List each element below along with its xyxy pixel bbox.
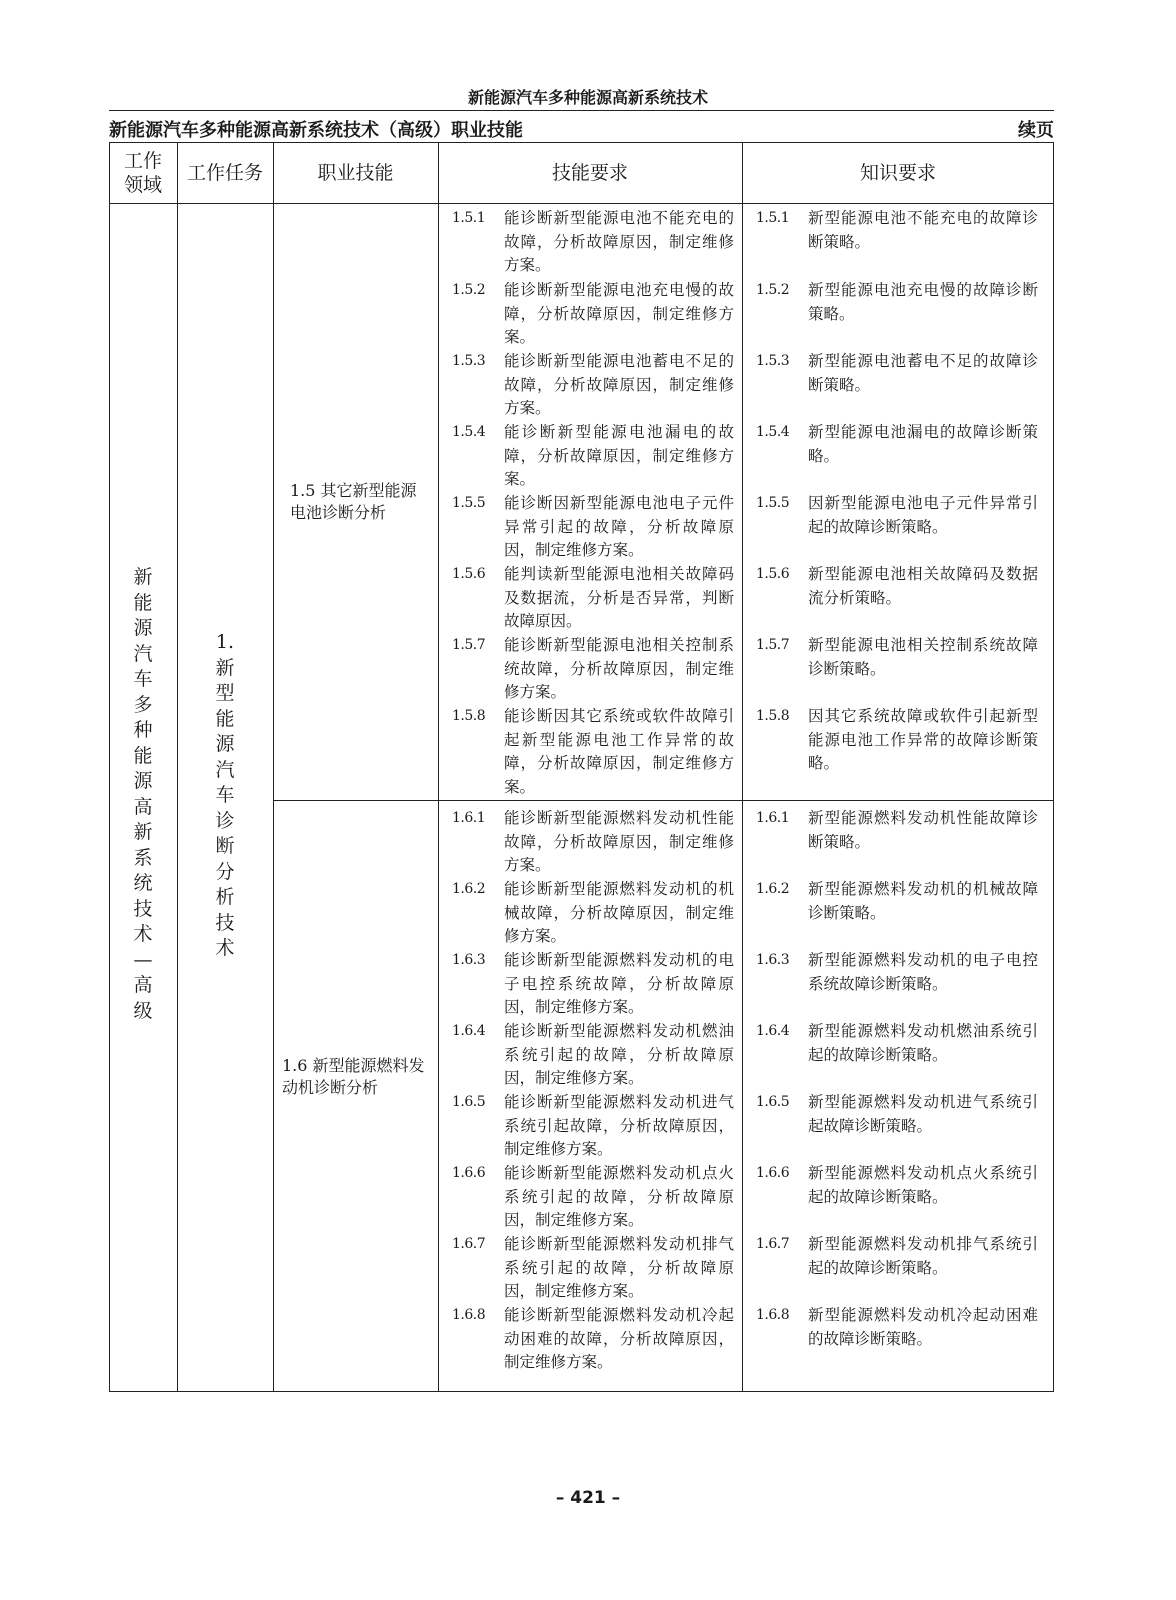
skill-requirement-item [452,207,734,278]
skill-requirement-item [452,1020,734,1091]
knowledge-requirement-item [756,492,1038,539]
item-number: 1.5.3 [452,353,486,369]
header-skill: 职业技能 [317,162,394,184]
skill-requirement-text: 能诊断新型能源燃料发动机冷起动困难的故障，分析故障原因，制定维修方案。 [504,1306,734,1371]
skill-requirement-text: 能诊断新型能源燃料发动机进气系统引起故障，分析故障原因，制定维修方案。 [504,1093,734,1158]
knowledge-requirement-item [756,350,1038,397]
knowledge-requirement-text: 新型能源电池充电慢的故障诊断策略。 [808,281,1038,323]
continued-label: 续页 [1018,120,1054,141]
item-number: 1.6.4 [756,1023,790,1039]
item-number: 1.6.6 [452,1165,486,1181]
knowledge-requirement-text: 新型能源燃料发动机进气系统引起故障诊断策略。 [808,1093,1038,1135]
item-number: 1.5.6 [756,566,790,582]
knowledge-requirement-item [756,1233,1038,1280]
item-number: 1.6.1 [756,810,790,826]
skill-requirement-item [452,1304,734,1375]
col-divider-skill-req [742,142,743,1392]
knowledge-requirement-item [756,421,1038,468]
knowledge-requirement-item [756,563,1038,610]
item-number: 1.6.5 [452,1094,486,1110]
header-domain: 工作领域 [123,150,162,196]
skill-requirement-text: 能诊断因其它系统或软件故障引起新型能源电池工作异常的故障，分析故障原因，制定维修方案。 [504,707,734,796]
item-number: 1.6.1 [452,810,486,826]
knowledge-requirement-text: 因其它系统故障或软件引起新型能源电池工作异常的故障诊断策略。 [808,707,1038,772]
skill-requirement-text: 能诊断新型能源燃料发动机的电子电控系统故障，分析故障原因，制定维修方案。 [504,951,734,1016]
skill-group-1-5: 1.5 其它新型能源电池诊断分析 [290,481,417,522]
skill-requirement-text: 能诊断新型能源电池不能充电的故障，分析故障原因，制定维修方案。 [504,209,734,274]
knowledge-requirement-text: 新型能源电池相关控制系统故障诊断策略。 [808,636,1038,678]
knowledge-requirement-item [756,1091,1038,1138]
skill-group-1-6: 1.6 新型能源燃料发动机诊断分析 [282,1056,425,1097]
knowledge-requirement-text: 新型能源电池相关故障码及数据流分析策略。 [808,565,1038,607]
knowledge-requirement-text: 新型能源燃料发动机冷起动困难的故障诊断策略。 [808,1306,1038,1348]
knowledge-requirement-text: 新型能源电池漏电的故障诊断策略。 [808,423,1038,465]
skill-requirement-item [452,878,734,949]
skill-requirement-item [452,807,734,878]
skill-requirement-item [452,421,734,492]
item-number: 1.5.5 [452,495,486,511]
page-number: – 421 – [555,1488,621,1508]
task-cell: 1.新型能源汽车诊断分析技术 [215,631,235,959]
item-number: 1.5.7 [452,637,486,653]
item-number: 1.6.3 [452,952,486,968]
item-number: 1.5.7 [756,637,790,653]
col-divider-task [273,142,274,1392]
knowledge-requirement-item [756,949,1038,996]
skill-requirement-text: 能诊断新型能源燃料发动机性能故障，分析故障原因，制定维修方案。 [504,809,734,874]
item-number: 1.6.8 [452,1307,486,1323]
skill-requirement-text: 能诊断新型能源电池漏电的故障，分析故障原因，制定维修方案。 [504,423,734,488]
item-number: 1.5.1 [756,210,790,226]
knowledge-requirement-item [756,634,1038,681]
knowledge-requirement-text: 新型能源燃料发动机排气系统引起的故障诊断策略。 [808,1235,1038,1277]
header-task: 工作任务 [186,162,263,184]
skill-requirement-text: 能诊断新型能源电池蓄电不足的故障，分析故障原因，制定维修方案。 [504,352,734,417]
item-number: 1.6.3 [756,952,790,968]
item-number: 1.5.5 [756,495,790,511]
skill-requirement-item [452,949,734,1020]
skill-requirement-item [452,350,734,421]
item-number: 1.6.5 [756,1094,790,1110]
skill-requirement-item [452,279,734,350]
skill-requirement-text: 能诊断新型能源燃料发动机点火系统引起的故障，分析故障原因，制定维修方案。 [504,1164,734,1229]
table-title: 新能源汽车多种能源高新系统技术（高级）职业技能 [109,120,523,141]
skill-requirement-item [452,563,734,634]
knowledge-requirement-text: 新型能源燃料发动机点火系统引起的故障诊断策略。 [808,1164,1038,1206]
item-number: 1.5.2 [756,282,790,298]
group-divider [273,800,1054,801]
header-rule [109,110,1054,111]
item-number: 1.5.8 [756,708,790,724]
skill-requirement-item [452,1233,734,1304]
knowledge-requirement-item [756,705,1038,776]
item-number: 1.5.6 [452,566,486,582]
knowledge-requirement-item [756,1020,1038,1067]
skill-requirement-text: 能诊断新型能源燃料发动机的机械故障，分析故障原因，制定维修方案。 [504,880,734,945]
item-number: 1.5.4 [452,424,486,440]
knowledge-requirement-text: 因新型能源电池电子元件异常引起的故障诊断策略。 [808,494,1038,536]
knowledge-requirement-item [756,1304,1038,1351]
col-divider-domain [177,142,178,1392]
knowledge-requirement-item [756,207,1038,254]
item-number: 1.6.2 [756,881,790,897]
item-number: 1.5.1 [452,210,486,226]
item-number: 1.6.7 [452,1236,486,1252]
skill-requirement-item [452,1091,734,1162]
skill-requirement-item [452,705,734,799]
skill-requirement-text: 能判读新型能源电池相关故障码及数据流，分析是否异常，判断故障原因。 [504,565,734,630]
header-knowledge-requirements: 知识要求 [859,162,936,184]
item-number: 1.5.8 [452,708,486,724]
item-number: 1.5.2 [452,282,486,298]
skill-requirement-text: 能诊断新型能源电池充电慢的故障，分析故障原因，制定维修方案。 [504,281,734,346]
knowledge-requirement-text: 新型能源燃料发动机的机械故障诊断策略。 [808,880,1038,922]
knowledge-requirement-item [756,1162,1038,1209]
item-number: 1.6.8 [756,1307,790,1323]
knowledge-requirement-item [756,878,1038,925]
item-number: 1.5.4 [756,424,790,440]
skill-requirement-text: 能诊断新型能源电池相关控制系统故障，分析故障原因，制定维修方案。 [504,636,734,701]
item-number: 1.6.7 [756,1236,790,1252]
col-divider-skill [438,142,439,1392]
item-number: 1.6.6 [756,1165,790,1181]
item-number: 1.6.2 [452,881,486,897]
knowledge-requirement-text: 新型能源电池不能充电的故障诊断策略。 [808,209,1038,251]
skill-requirement-text: 能诊断因新型能源电池电子元件异常引起的故障，分析故障原因，制定维修方案。 [504,494,734,559]
skill-requirement-item [452,1162,734,1233]
skill-requirement-text: 能诊断新型能源燃料发动机燃油系统引起的故障，分析故障原因，制定维修方案。 [504,1022,734,1087]
skill-requirement-text: 能诊断新型能源燃料发动机排气系统引起的故障，分析故障原因，制定维修方案。 [504,1235,734,1300]
item-number: 1.6.4 [452,1023,486,1039]
knowledge-requirement-text: 新型能源燃料发动机燃油系统引起的故障诊断策略。 [808,1022,1038,1064]
knowledge-requirement-text: 新型能源燃料发动机的电子电控系统故障诊断策略。 [808,951,1038,993]
knowledge-requirement-item [756,279,1038,326]
item-number: 1.5.3 [756,353,790,369]
header-skill-requirements: 技能要求 [551,162,628,184]
domain-cell: 新能源汽车多种能源高新系统技术—高级 [133,566,153,1022]
knowledge-requirement-text: 新型能源电池蓄电不足的故障诊断策略。 [808,352,1038,394]
skill-requirement-item [452,492,734,563]
skill-requirement-item [452,634,734,705]
running-head: 新能源汽车多种能源高新系统技术 [467,88,708,107]
knowledge-requirement-text: 新型能源燃料发动机性能故障诊断策略。 [808,809,1038,851]
knowledge-requirement-item [756,807,1038,854]
